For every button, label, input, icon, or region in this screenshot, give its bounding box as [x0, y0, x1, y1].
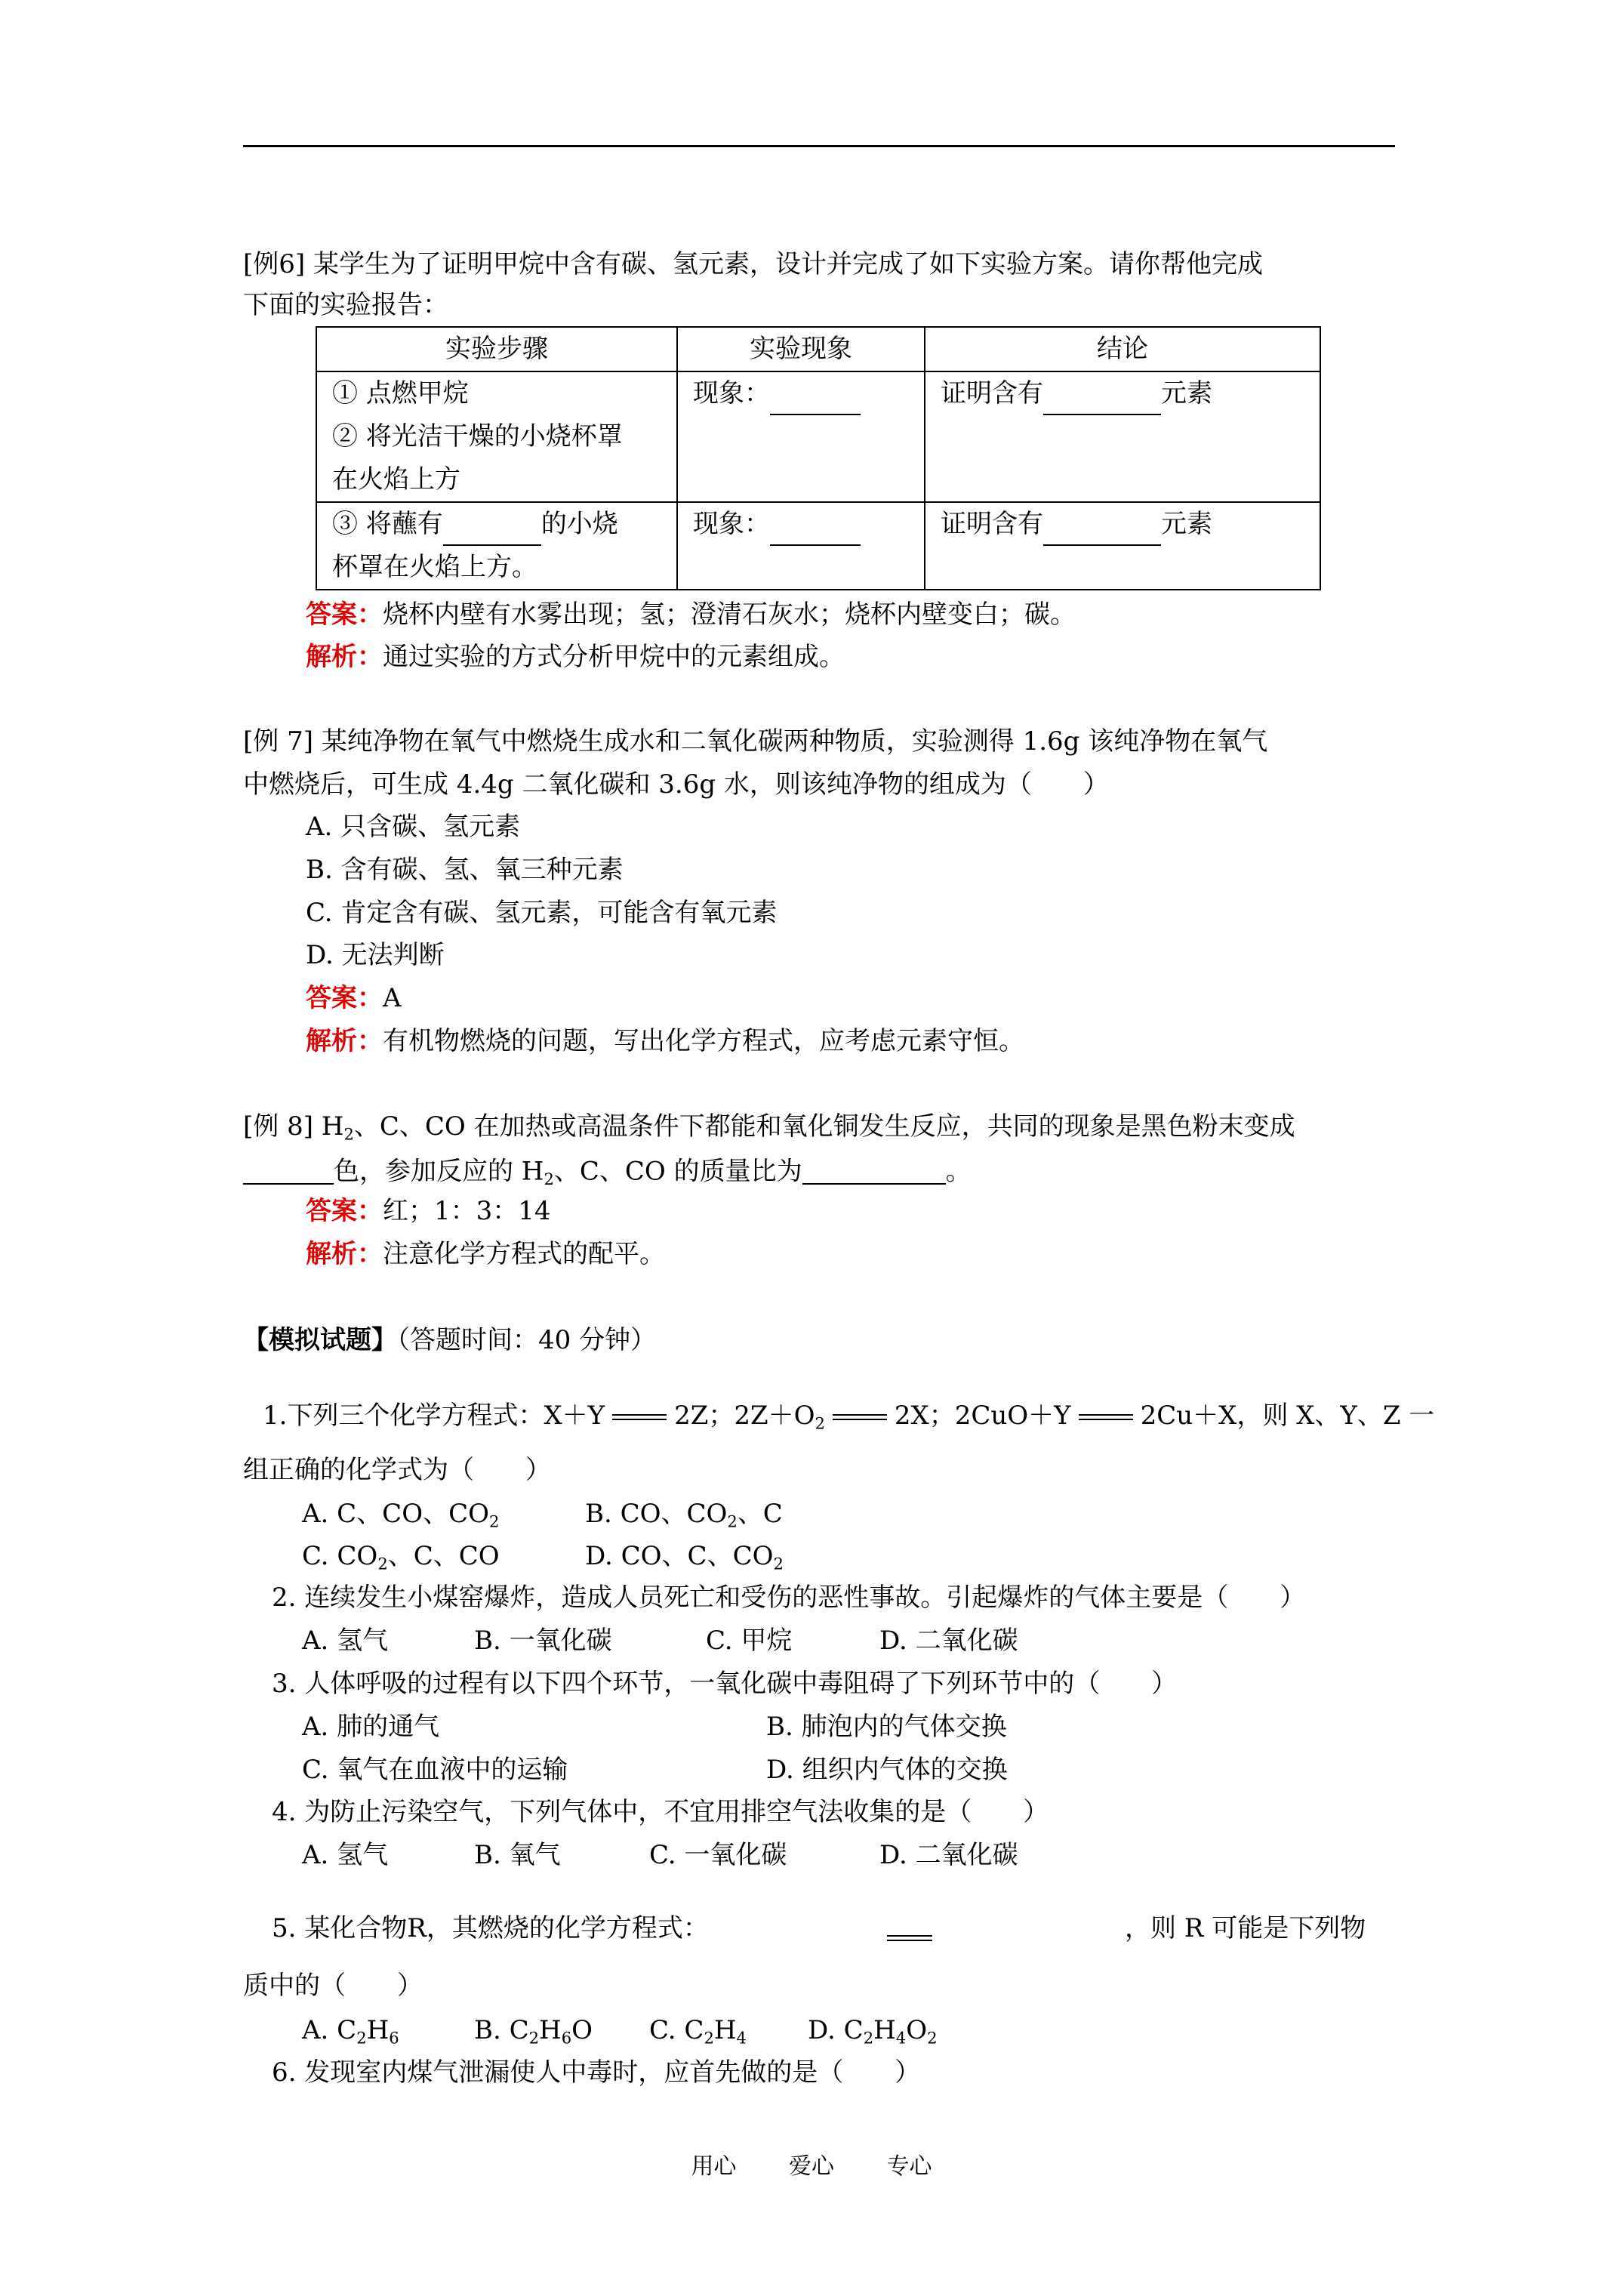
answer-blank [1043, 387, 1161, 415]
sim-title-line [243, 1327, 656, 1353]
question-text: [例 8] H [243, 1111, 344, 1142]
ex7-option-b: B. 含有碳、氢、氧三种元素 [306, 855, 624, 885]
q4-text: 4. 为防止污染空气，下列气体中，不宜用排空气法收集的是（ ） [272, 1797, 1049, 1827]
q1-line2: 组正确的化学式为（ ） [243, 1455, 551, 1485]
question-text: 、C、CO 的质量比为 [553, 1156, 802, 1187]
q5-option-c: C. $C_2H_4$ [649, 2015, 747, 2048]
header-steps: 实验步骤 [316, 327, 677, 371]
option-text: D. C [808, 2015, 864, 2045]
q5-text: 5. 某化合物R，其燃烧的化学方程式： [272, 1913, 709, 1943]
conclusion-suffix: 元素 [1161, 378, 1212, 408]
step-text: ② 将光洁干燥的小烧杯罩 [332, 421, 623, 451]
option-text: C. CO [302, 1541, 378, 1571]
analysis-text: 通过实验的方式分析甲烷中的元素组成。 [383, 642, 845, 672]
q4-option-a: A. 氢气 [302, 1840, 389, 1870]
answer-label: 答案： [306, 983, 383, 1013]
section-title: 【模拟试题】 [243, 1325, 397, 1355]
q2-option-d: D. 二氧化碳 [879, 1626, 1018, 1656]
step-cell [316, 502, 677, 590]
step-text: 的小烧 [540, 509, 618, 539]
header-rule [243, 145, 1395, 147]
header-conclusion: 结论 [925, 327, 1320, 371]
q2-option-c: C. 甲烷 [706, 1626, 793, 1656]
answer-text: A [383, 983, 402, 1013]
analysis-text: 注意化学方程式的配平。 [383, 1239, 665, 1269]
q4-option-b: B. 氧气 [474, 1840, 561, 1870]
subscript: 2 [377, 1554, 388, 1573]
option-text: A. C [302, 2015, 357, 2045]
step-text: ③ 将蘸有 [332, 509, 443, 539]
phenomenon-label: 现象： [693, 378, 770, 408]
option-text: B. CO、CO [585, 1499, 728, 1529]
answer-blank [443, 517, 541, 546]
ex6-analysis [306, 644, 845, 670]
q5-text-tail: ，则 R 可能是下列物 [1125, 1913, 1366, 1943]
q5-line2: 质中的（ ） [243, 1971, 423, 2001]
q1-line1 [263, 1401, 1435, 1433]
q5-option-d: D. $C_2H_4O_2$ [808, 2015, 938, 2048]
ex6-answer [306, 599, 1076, 630]
analysis-label: 解析： [306, 1026, 383, 1056]
ex7-answer [306, 985, 402, 1011]
ex7-option-d: D. 无法判断 [306, 940, 445, 970]
q4-option-c: C. 一氧化碳 [649, 1840, 787, 1870]
question-text: 色，参加反应的 H [334, 1156, 544, 1187]
option-text: C. C [649, 2015, 704, 2045]
section-time: （答题时间：40 分钟） [397, 1325, 657, 1355]
conclusion-prefix: 证明含有 [941, 509, 1043, 539]
table-header-row [316, 327, 1320, 371]
q5-option-a: A. $C_2H_6$ [302, 2015, 399, 2048]
step-text: 杯罩在火焰上方。 [332, 552, 537, 582]
answer-text: 红；1：3：14 [383, 1196, 551, 1226]
q1-option-b [585, 1499, 783, 1531]
page-footer: 用心 爱心 专心 [691, 2153, 932, 2180]
question-text: 、C、CO 在加热或高温条件下都能和氧化铜发生反应，共同的现象是黑色粉末变成 [353, 1111, 1295, 1142]
q6-text: 6. 发现室内煤气泄漏使人中毒时，应首先做的是（ ） [272, 2057, 921, 2088]
table-row [316, 502, 1320, 590]
q3-option-d: D. 组织内气体的交换 [766, 1755, 1008, 1785]
q1-option-a [302, 1499, 500, 1531]
answer-text: 烧杯内壁有水雾出现；氢；澄清石灰水；烧杯内壁变白；碳。 [383, 599, 1076, 630]
equals-sign [612, 1414, 667, 1420]
equals-sign [1079, 1414, 1133, 1420]
equals-sign [833, 1414, 887, 1420]
ex7-question-line2: 中燃烧后，可生成 4.4g 二氧化碳和 3.6g 水，则该纯净物的组成为（ ） [243, 769, 1109, 800]
phenomenon-cell [677, 502, 925, 590]
answer-blank [1043, 517, 1161, 546]
answer-label: 答案： [306, 599, 383, 630]
subscript: 2 [773, 1554, 784, 1573]
phenomenon-label: 现象： [693, 509, 770, 539]
q-text: 1.下列三个化学方程式：X＋Y [263, 1401, 605, 1431]
q-text: 2Cu＋X，则 X、Y、Z 一 [1140, 1401, 1435, 1431]
q1-option-c [302, 1541, 500, 1573]
ex6-intro-line1: [例6] 某学生为了证明甲烷中含有碳、氢元素，设计并完成了如下实验方案。请你帮他完成 [243, 249, 1263, 279]
answer-blank [802, 1156, 946, 1185]
subscript: 2 [544, 1170, 554, 1188]
q3-option-a: A. 肺的通气 [302, 1712, 440, 1742]
step-cell [316, 371, 677, 502]
ex7-analysis [306, 1028, 1024, 1054]
q3-option-b: B. 肺泡内的气体交换 [766, 1712, 1007, 1742]
analysis-text: 有机物燃烧的问题，写出化学方程式，应考虑元素守恒。 [383, 1026, 1024, 1056]
q-text: 2Z；2Z＋O [674, 1401, 815, 1431]
ex7-option-c: C. 肯定含有碳、氢元素，可能含有氧元素 [306, 898, 778, 928]
q3-text: 3. 人体呼吸的过程有以下四个环节，一氧化碳中毒阻碍了下列环节中的（ ） [272, 1669, 1178, 1699]
analysis-label: 解析： [306, 1239, 383, 1269]
experiment-report-table [316, 326, 1321, 590]
ex7-option-a: A. 只含碳、氢元素 [306, 812, 521, 842]
step-text: ① 点燃甲烷 [332, 378, 469, 408]
option-text: 、C、CO [387, 1541, 500, 1571]
ex8-question-line2 [243, 1156, 972, 1188]
option-text: D. CO、C、CO [585, 1541, 774, 1571]
ex8-analysis [306, 1241, 665, 1267]
answer-blank [243, 1156, 334, 1185]
conclusion-cell [925, 371, 1320, 502]
conclusion-suffix: 元素 [1161, 509, 1212, 539]
analysis-label: 解析： [306, 642, 383, 672]
q2-option-b: B. 一氧化碳 [474, 1626, 612, 1656]
question-text: 。 [945, 1156, 972, 1187]
ex7-question-line1: [例 7] 某纯净物在氧气中燃烧生成水和二氧化碳两种物质，实验测得 1.6g 该纯净物在氧气 [243, 726, 1268, 757]
q2-option-a: A. 氢气 [302, 1626, 389, 1656]
equals-sign [887, 1935, 932, 1941]
step-text: 在火焰上方 [332, 464, 460, 495]
q2-text: 2. 连续发生小煤窑爆炸，造成人员死亡和受伤的恶性事故。引起爆炸的气体主要是（ ） [272, 1583, 1306, 1613]
phenomenon-cell [677, 371, 925, 502]
q4-option-d: D. 二氧化碳 [879, 1840, 1018, 1870]
q1-option-d [585, 1541, 784, 1573]
subscript: 2 [815, 1413, 825, 1433]
answer-blank [770, 387, 861, 415]
conclusion-prefix: 证明含有 [941, 378, 1043, 408]
q-text: 2X；2CuO＋Y [894, 1401, 1071, 1431]
ex8-answer [306, 1198, 551, 1224]
answer-blank [770, 517, 861, 546]
q3-option-c: C. 氧气在血液中的运输 [302, 1755, 568, 1785]
header-phenomenon: 实验现象 [677, 327, 925, 371]
table-row [316, 371, 1320, 502]
option-text: 、C [737, 1499, 783, 1529]
subscript: 2 [488, 1512, 500, 1531]
option-text: B. C [474, 2015, 529, 2045]
answer-label: 答案： [306, 1196, 383, 1226]
conclusion-cell [925, 502, 1320, 590]
ex6-intro-line2: 下面的实验报告： [243, 290, 448, 320]
ex8-question-line1 [243, 1111, 1295, 1144]
subscript: 2 [343, 1124, 354, 1144]
q5-equals-sign [887, 1924, 932, 1949]
subscript: 2 [727, 1512, 738, 1531]
option-text: A. C、CO、CO [302, 1499, 489, 1529]
q5-option-b: B. $C_2H_6O$ [474, 2015, 593, 2048]
